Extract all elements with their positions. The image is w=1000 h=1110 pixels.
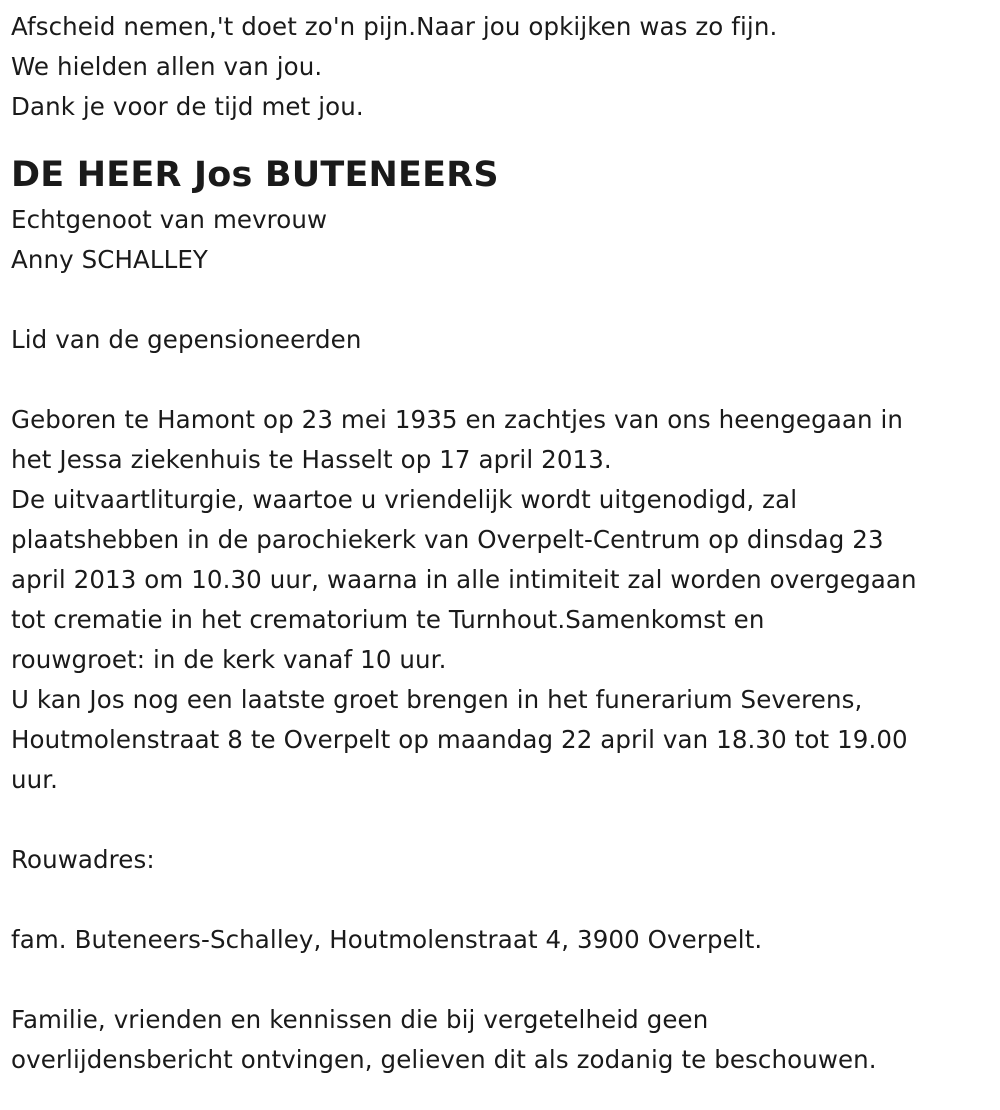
spacer [11, 280, 991, 320]
detail-line: Geboren te Hamont op 23 mei 1935 en zachtjes van ons heengegaan in [11, 405, 904, 434]
spacer [11, 800, 991, 840]
detail-line: tot crematie in het crematorium te Turnhout.Samenkomst en [11, 605, 765, 634]
spacer [11, 960, 991, 1000]
detail-line: Houtmolenstraat 8 te Overpelt op maandag 22 april van 18.30 tot 19.00 [11, 725, 908, 754]
spouse-line: Echtgenoot van mevrouw [11, 205, 328, 234]
spacer [11, 880, 991, 920]
detail-line: rouwgroet: in de kerk vanaf 10 uur. [11, 645, 447, 674]
poem-line: Dank je voor de tijd met jou. [11, 92, 364, 121]
closing-line: Familie, vrienden en kennissen die bij vergetelheid geen [11, 1005, 709, 1034]
closing-line: overlijdensbericht ontvingen, gelieven dit als zodanig te beschouwen. [11, 1045, 877, 1074]
detail-line: april 2013 om 10.30 uur, waarna in alle intimiteit zal worden overgegaan [11, 565, 917, 594]
detail-line: het Jessa ziekenhuis te Hasselt op 17 april 2013. [11, 445, 612, 474]
spouse-name: Anny SCHALLEY [11, 245, 208, 274]
funeral-details [11, 400, 991, 800]
poem-line: Afscheid nemen,'t doet zo'n pijn.Naar jou opkijken was zo fijn. [11, 12, 778, 41]
spouse-info [11, 200, 991, 280]
closing-note [11, 1000, 991, 1080]
detail-line: plaatshebben in de parochiekerk van Overpelt-Centrum op dinsdag 23 [11, 525, 884, 554]
address-label: Rouwadres: [11, 845, 155, 874]
obituary-notice [11, 7, 991, 1080]
membership-text: Lid van de gepensioneerden [11, 325, 362, 354]
deceased-name-title: DE HEER Jos BUTENEERS [11, 155, 499, 195]
poem [11, 7, 991, 127]
spacer [11, 360, 991, 400]
detail-line: De uitvaartliturgie, waartoe u vriendelijk wordt uitgenodigd, zal [11, 485, 798, 514]
poem-line: We hielden allen van jou. [11, 52, 323, 81]
detail-line: U kan Jos nog een laatste groet brengen in het funerarium Severens, [11, 685, 863, 714]
mourning-address: fam. Buteneers-Schalley, Houtmolenstraat 4, 3900 Overpelt. [11, 925, 763, 954]
detail-line: uur. [11, 765, 59, 794]
